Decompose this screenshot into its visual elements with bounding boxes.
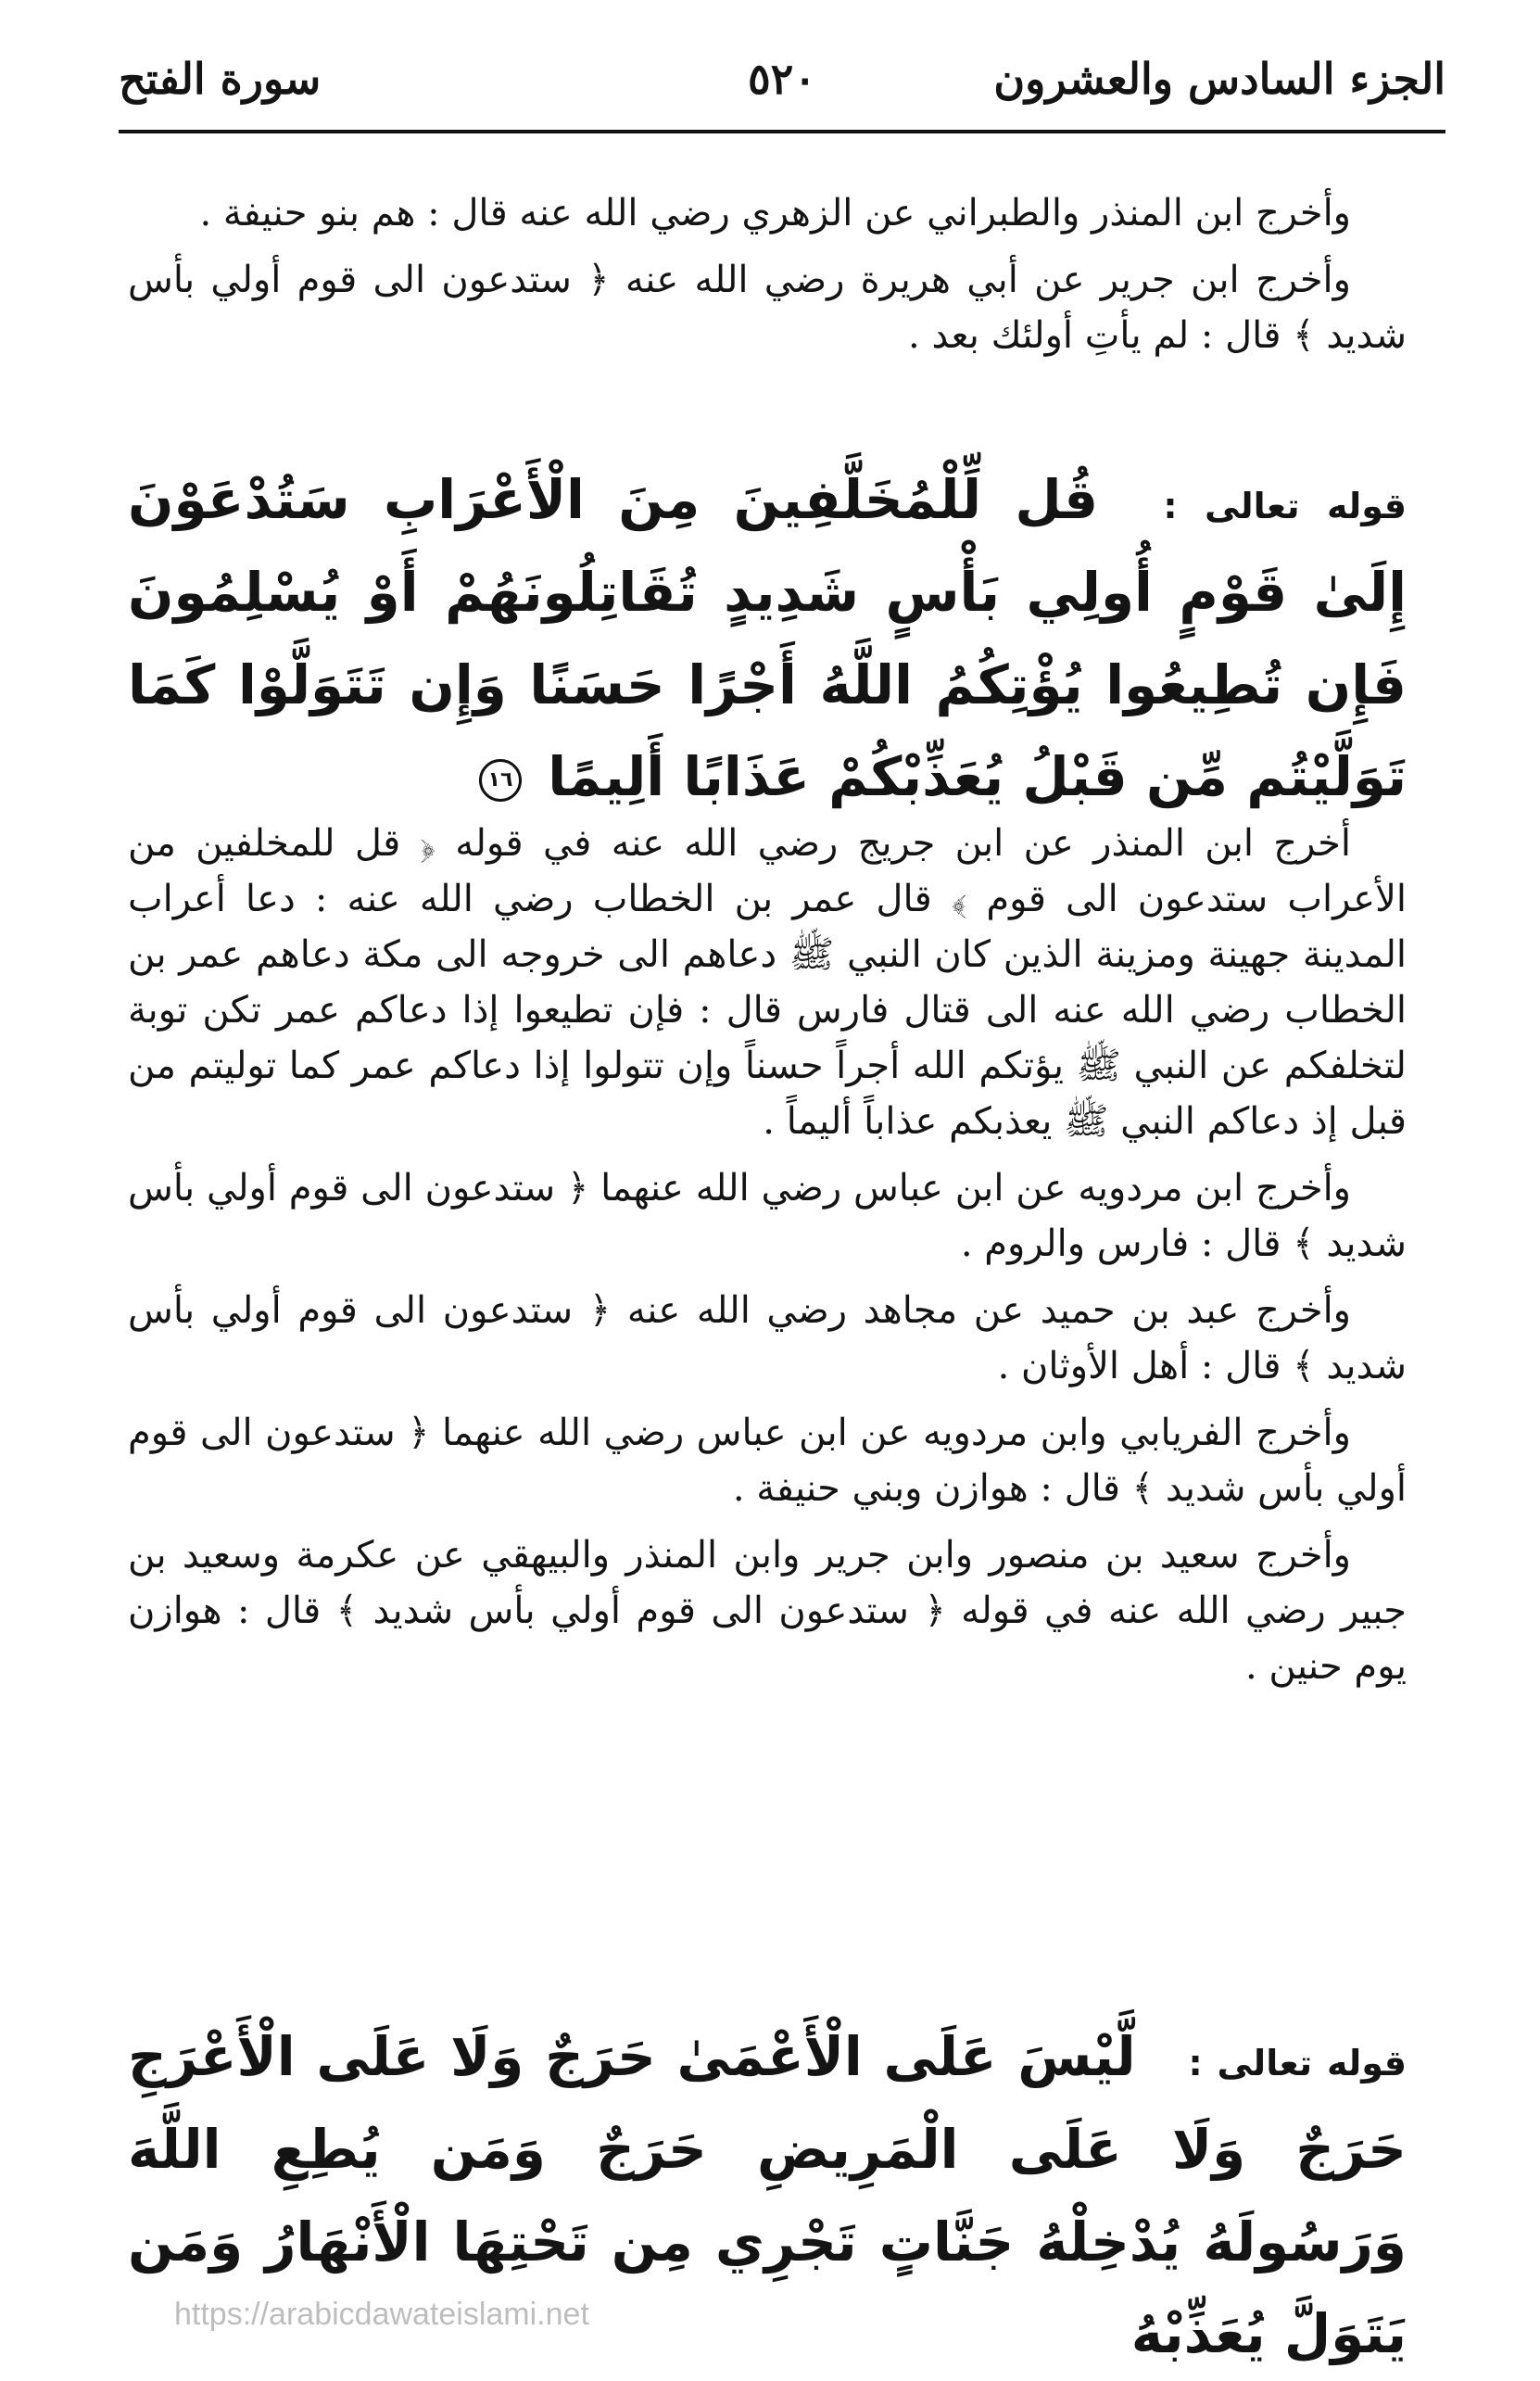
commentary-section-2 bbox=[128, 816, 1407, 1705]
juz-title: الجزء السادس والعشرون bbox=[993, 54, 1445, 104]
paragraph: وأخرج سعيد بن منصور وابن جرير وابن المنذر والبيهقي عن عكرمة وسعيد بن جبير رضي الله عنه في قوله ﴿ ستدعون الى قوم أولي بأس شديد ﴾ قال : هوازن يوم حنين . bbox=[128, 1534, 1407, 1688]
verse-text: لَّيْسَ عَلَى الْأَعْمَىٰ حَرَجٌ وَلَا عَلَى الْأَعْرَجِ حَرَجٌ وَلَا عَلَى الْمَرِيضِ حَرَجٌ وَمَن يُطِعِ اللَّهَ وَرَسُولَهُ يُدْخِلْهُ جَنَّاتٍ تَجْرِي مِن تَحْتِهَا الْأَنْهَارُ وَمَن يَتَوَلَّ يُعَذِّبْهُ bbox=[128, 2025, 1407, 2366]
ayah-number-icon: ١٦ bbox=[479, 759, 522, 802]
paragraph: وأخرج عبد بن حميد عن مجاهد رضي الله عنه ﴿ ستدعون الى قوم أولي بأس شديد ﴾ قال : أهل الأوثان . bbox=[128, 1289, 1407, 1387]
paragraph: أخرج ابن المنذر عن ابن جريج رضي الله عنه في قوله ﴿ قل للمخلفين من الأعراب ستدعون الى قوم ﴾ قال عمر بن الخطاب رضي الله عنه : دعا أعراب المدينة جهينة ومزينة الذين كان النبي ﷺ دعاهم الى خروجه الى مكة دعاهم عمر بن الخطاب رضي الله عنه الى قتال فارس قال : فإن تطيعوا إذا دعاكم عمر تكن توبة لتخلفكم عن النبي ﷺ يؤتكم الله أجراً حسناً وإن تتولوا إذا دعاكم عمر كما توليتم من قبل إذ دعاكم النبي ﷺ يعذبكم عذاباً أليماً . bbox=[128, 822, 1407, 1143]
watermark-url: https://arabicdawateislami.net bbox=[174, 2297, 589, 2332]
verse-intro: قوله تعالى : bbox=[1163, 486, 1407, 526]
paragraph: وأخرج ابن جرير عن أبي هريرة رضي الله عنه ﴿ ستدعون الى قوم أولي بأس شديد ﴾ قال : لم يأتِ أولئك بعد . bbox=[128, 259, 1407, 357]
surah-title: سورة الفتح bbox=[119, 54, 322, 104]
quran-verse bbox=[128, 454, 1407, 824]
quran-verse-block bbox=[128, 454, 1407, 824]
verse-intro: قوله تعالى : bbox=[1188, 2043, 1407, 2083]
commentary-section-1 bbox=[128, 185, 1407, 374]
paragraph: وأخرج ابن المنذر والطبراني عن الزهري رضي الله عنه قال : هم بنو حنيفة . bbox=[199, 192, 1351, 234]
paragraph: وأخرج الفريابي وابن مردويه عن ابن عباس رضي الله عنهما ﴿ ستدعون الى قوم أولي بأس شديد ﴾ قال : هوازن وبني حنيفة . bbox=[128, 1412, 1407, 1510]
verse-text: قُل لِّلْمُخَلَّفِينَ مِنَ الْأَعْرَابِ سَتُدْعَوْنَ إِلَىٰ قَوْمٍ أُولِي بَأْسٍ شَدِيدٍ تُقَاتِلُونَهُمْ أَوْ يُسْلِمُونَ فَإِن تُطِيعُوا يُؤْتِكُمُ اللَّهُ أَجْرًا حَسَنًا وَإِن تَتَوَلَّوْا كَمَا تَوَلَّيْتُم مِّن قَبْلُ يُعَذِّبْكُمْ عَذَابًا أَلِيمًا bbox=[128, 468, 1407, 809]
page-header bbox=[119, 48, 1445, 133]
paragraph: وأخرج ابن مردويه عن ابن عباس رضي الله عنهما ﴿ ستدعون الى قوم أولي بأس شديد ﴾ قال : فارس والروم . bbox=[128, 1167, 1407, 1265]
page-number: ٥٢٠ bbox=[747, 54, 817, 104]
